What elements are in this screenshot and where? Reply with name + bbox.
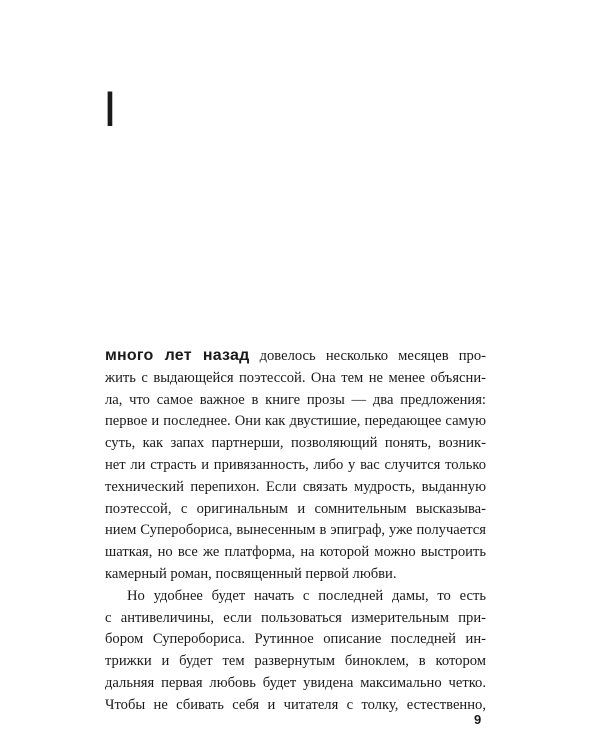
text-line: технический перепихон. Если связать мудрость, выданную <box>105 478 486 495</box>
line-text: довелось несколько месяцев про- <box>249 348 486 364</box>
text-line: бором Суперобориса. Рутинное описание последней ин- <box>105 631 486 648</box>
text-line: трижки и будет тем развернутым биноклем, в котором <box>105 653 486 670</box>
text-line: ла, что самое важное в книге прозы — два предложения: <box>105 391 486 408</box>
text-line: первое и последнее. Они как двустишие, передающее самую <box>105 413 486 430</box>
text-line: дальняя первая любовь будет увидена максимально четко. <box>105 674 486 691</box>
chapter-number: I <box>103 81 117 137</box>
text-line: Но удобнее будет начать с последней дамы, то есть <box>127 587 486 604</box>
text-line: шаткая, но все же платформа, на которой можно выстроить <box>105 544 486 561</box>
text-line: жить с выдающейся поэтессой. Она тем не менее объясни- <box>105 369 486 386</box>
text-line: поэтессой, с оригинальным и сомнительным высказыва- <box>105 500 486 517</box>
lead-words: много лет назад <box>105 347 250 364</box>
text-line: Чтобы не сбивать себя и читателя с толку, естественно, <box>105 696 486 713</box>
text-line: нием Суперобориса, вынесенным в эпиграф, уже получается <box>105 522 486 539</box>
text-line: суть, как запах партнерши, позволяющий понять, возник- <box>105 435 486 452</box>
text-line: с антивеличины, если пользоваться измерительным при- <box>105 609 486 626</box>
text-line: нет ли страсть и привязанность, либо у вас случится только <box>105 456 486 473</box>
body-text <box>105 345 486 717</box>
page-number: 9 <box>474 712 482 727</box>
text-line <box>105 345 486 368</box>
text-line: камерный роман, посвященный первой любви. <box>105 565 397 582</box>
